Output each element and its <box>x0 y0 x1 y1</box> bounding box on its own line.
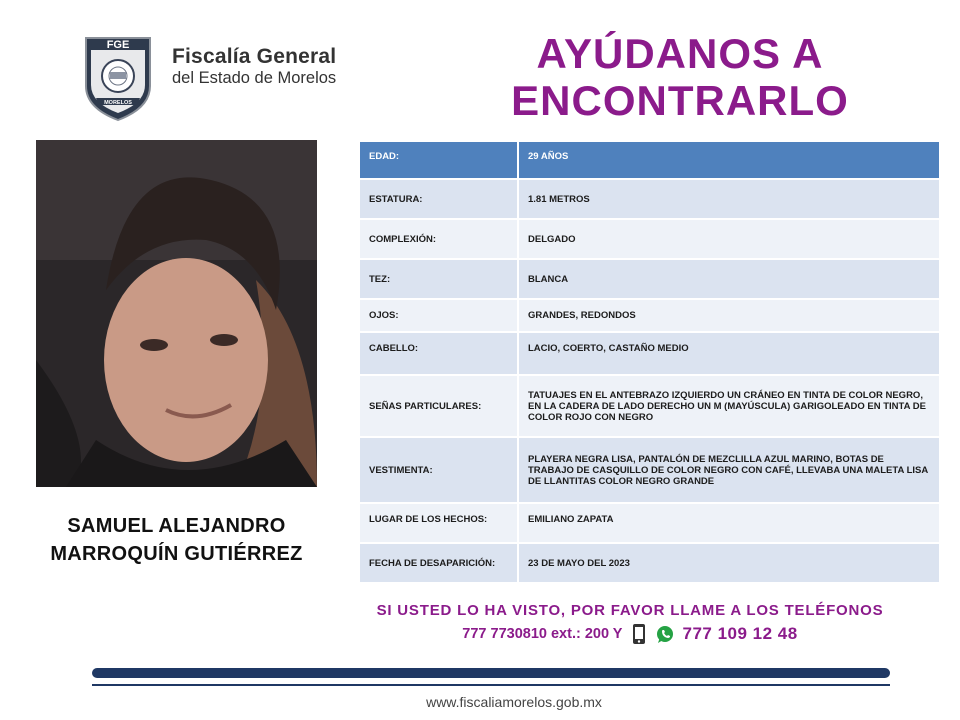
detail-label: CABELLO: <box>359 332 518 375</box>
table-row <box>359 503 940 543</box>
table-row <box>359 375 940 437</box>
detail-label: SEÑAS PARTICULARES: <box>359 375 518 437</box>
phone-number-primary[interactable]: 777 7730810 ext.: 200 Y <box>462 626 623 642</box>
missing-person-photo <box>36 140 317 487</box>
org-name-line2: del Estado de Morelos <box>172 69 337 87</box>
badge-bottom-text: MORELOS <box>104 100 132 106</box>
detail-label: ESTATURA: <box>359 179 518 219</box>
table-row <box>359 259 940 299</box>
person-name-line1: SAMUEL ALEJANDRO <box>67 515 286 537</box>
footer-divider <box>92 684 890 686</box>
table-row <box>359 299 940 332</box>
detail-value: 1.81 METROS <box>518 179 940 219</box>
table-row <box>359 543 940 583</box>
footer-bar <box>92 668 890 678</box>
table-row <box>359 141 940 179</box>
mobile-phone-icon <box>630 623 648 645</box>
detail-label: EDAD: <box>359 141 518 179</box>
phone-number-whatsapp[interactable]: 777 109 12 48 <box>682 624 798 643</box>
table-row <box>359 219 940 259</box>
call-to-action <box>340 602 920 645</box>
detail-label: COMPLEXIÓN: <box>359 219 518 259</box>
org-name-line1: Fiscalía General <box>172 45 337 68</box>
detail-value: BLANCA <box>518 259 940 299</box>
detail-value: 29 AÑOS <box>518 141 940 179</box>
detail-label: FECHA DE DESAPARICIÓN: <box>359 543 518 583</box>
fge-logo <box>82 28 154 122</box>
headline-line1: AYÚDANOS A <box>536 30 824 77</box>
detail-value: 23 DE MAYO DEL 2023 <box>518 543 940 583</box>
detail-label: LUGAR DE LOS HECHOS: <box>359 503 518 543</box>
organization-name <box>172 46 372 87</box>
detail-value: GRANDES, REDONDOS <box>518 299 940 332</box>
detail-value: EMILIANO ZAPATA <box>518 503 940 543</box>
detail-label: VESTIMENTA: <box>359 437 518 503</box>
detail-value: LACIO, COERTO, CASTAÑO MEDIO <box>518 332 940 375</box>
cta-phones <box>340 623 920 645</box>
detail-label: OJOS: <box>359 299 518 332</box>
headline-line2: ENCONTRARLO <box>511 77 849 124</box>
headline <box>470 30 890 124</box>
table-row <box>359 179 940 219</box>
website-link[interactable]: www.fiscaliamorelos.gob.mx <box>426 694 602 710</box>
badge-text: FGE <box>106 39 130 51</box>
detail-value: PLAYERA NEGRA LISA, PANTALÓN DE MEZCLILLA AZUL MARINO, BOTAS DE TRABAJO DE CASQUILLO DE COLOR NEGRO CON CAFÉ, LLEVABA UNA MALETA LISA DE LLANTITAS COLOR NEGRO GRANDE <box>518 437 940 503</box>
person-name-line2: MARROQUÍN GUTIÉRREZ <box>50 543 303 565</box>
person-name <box>36 512 317 568</box>
table-row <box>359 437 940 503</box>
details-table <box>358 140 941 584</box>
cta-message: SI USTED LO HA VISTO, POR FAVOR LLAME A LOS TELÉFONOS <box>376 602 884 619</box>
detail-value: TATUAJES EN EL ANTEBRAZO IZQUIERDO UN CRÁNEO EN TINTA DE COLOR NEGRO, EN LA CADERA DE LADO DERECHO UN M (MAYÚSCULA) GARIGOLEADO EN TINTA DE COLOR ROJO CON NEGRO <box>518 375 940 437</box>
detail-value: DELGADO <box>518 219 940 259</box>
table-row <box>359 332 940 375</box>
whatsapp-icon <box>656 623 674 645</box>
shield-icon <box>82 28 154 122</box>
detail-label: TEZ: <box>359 259 518 299</box>
